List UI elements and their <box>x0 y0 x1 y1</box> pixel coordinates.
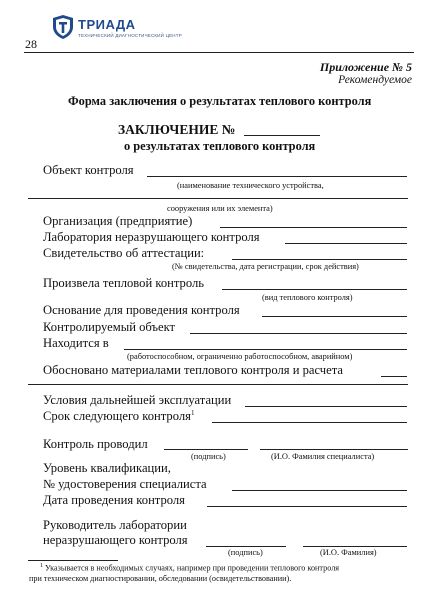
footnote-divider <box>28 560 118 561</box>
organization-field[interactable] <box>220 227 407 228</box>
conditions-label: Условия дальнейшей эксплуатации <box>43 393 232 407</box>
head-name-field[interactable] <box>303 546 407 547</box>
head-signature-hint: (подпись) <box>228 548 263 557</box>
controlled-label: Контролируемый объект <box>43 320 176 334</box>
date-label: Дата проведения контроля <box>43 493 185 507</box>
inspector-signature-hint: (подпись) <box>191 452 226 461</box>
date-field[interactable] <box>207 506 407 507</box>
head-name-hint: (И.О. Фамилия) <box>320 548 377 557</box>
appendix-title: Приложение № 5 <box>319 60 412 74</box>
performed-field[interactable] <box>222 289 407 290</box>
inspector-name-hint: (И.О. Фамилия специалиста) <box>271 452 375 461</box>
cert-number-field[interactable] <box>232 490 407 491</box>
organization-label: Организация (предприятие) <box>43 214 193 228</box>
object-label: Объект контроля <box>43 163 134 177</box>
inspector-name-field[interactable] <box>260 449 408 450</box>
conclusion-number-line[interactable] <box>244 135 320 136</box>
footnote-line-1: $^1$ Указывается в необходимых случаях, например при проведении теплового контроля <box>40 563 340 573</box>
head-signature-field[interactable] <box>206 546 286 547</box>
head-label-1: Руководитель лаборатории <box>43 518 187 532</box>
located-field[interactable] <box>124 349 407 350</box>
brand-name: ТРИАДА <box>78 17 136 32</box>
brand-tagline: ТЕХНИЧЕСКИЙ ДИАГНОСТИЧЕСКИЙ ЦЕНТР <box>78 33 182 38</box>
head-label-2: неразрушающего контроля <box>43 533 188 547</box>
next-term-label: Срок следующего контроля$^1$ <box>43 409 195 424</box>
footnote-line-2: при техническом диагностировании, обследовании (освидетельствовании). <box>29 574 292 583</box>
located-hint: (работоспособном, ограниченно работоспособном, аварийном) <box>127 352 353 361</box>
object-hint: (наименование технического устройства, <box>177 181 324 190</box>
next-term-field[interactable] <box>212 422 407 423</box>
certificate-field[interactable] <box>232 259 407 260</box>
conditions-field[interactable] <box>245 406 407 407</box>
basis-label: Основание для проведения контроля <box>43 303 240 317</box>
qualification-label: Уровень квалификации, <box>43 461 171 475</box>
basis-field[interactable] <box>262 316 407 317</box>
located-label: Находится в <box>43 336 109 350</box>
conclusion-subtitle: о результатах теплового контроля <box>124 139 316 153</box>
certificate-hint: (№ свидетельства, дата регистрации, срок действия) <box>172 262 359 271</box>
conclusion-title: ЗАКЛЮЧЕНИЕ № <box>118 122 236 137</box>
form-title: Форма заключения о результатах теплового контроля <box>68 94 372 108</box>
appendix-subtitle: Рекомендуемое <box>338 74 412 86</box>
triada-logo-icon <box>52 14 74 40</box>
object-field[interactable] <box>147 176 407 177</box>
cert-number-label: № удостоверения специалиста <box>43 477 207 491</box>
page-number: 28 <box>25 37 37 51</box>
controlled-field[interactable] <box>190 333 407 334</box>
header-divider <box>24 52 414 53</box>
justified-label: Обосновано материалами теплового контроля и расчета <box>43 363 343 377</box>
justified-field-line2[interactable] <box>28 384 408 385</box>
object-field-line2[interactable] <box>28 198 408 199</box>
performed-label: Произвела тепловой контроль <box>43 276 204 290</box>
certificate-label: Свидетельство об аттестации: <box>43 246 205 260</box>
object-hint-2: сооружения или их элемента) <box>167 204 273 213</box>
lab-field[interactable] <box>285 243 407 244</box>
lab-label: Лаборатория неразрушающего контроля <box>43 230 260 244</box>
inspector-signature-field[interactable] <box>164 449 248 450</box>
performed-hint: (вид теплового контроля) <box>262 293 353 302</box>
inspector-label: Контроль проводил <box>43 437 148 451</box>
justified-field[interactable] <box>381 376 407 377</box>
